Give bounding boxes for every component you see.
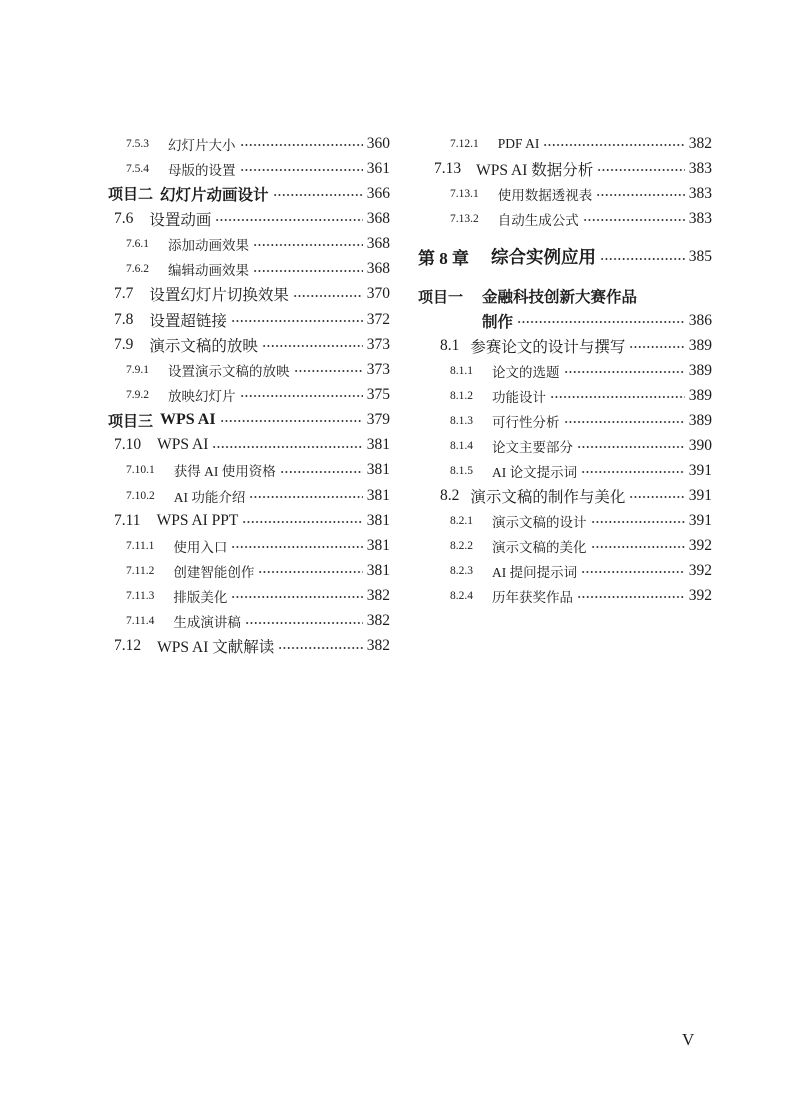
entry-number: 7.11.3 xyxy=(126,590,155,603)
entry-page-number: 382 xyxy=(366,587,390,605)
toc-entry-7-11-3 xyxy=(108,584,390,609)
leader-dots xyxy=(294,357,363,382)
toc-entry-7-5-3 xyxy=(108,131,390,156)
entry-page-number: 361 xyxy=(366,159,390,177)
leader-dots xyxy=(215,206,362,231)
entry-title: 可行性分析 xyxy=(492,415,560,431)
entry-title: AI 论文提示词 xyxy=(492,465,578,481)
toc-entry-7-13-1 xyxy=(418,181,712,206)
entry-title: 设置演示文稿的放映 xyxy=(168,363,290,379)
entry-title: 排版美化 xyxy=(173,590,228,606)
chapter-label: 第 8 章 xyxy=(418,249,469,269)
toc-entry-8-1-1 xyxy=(418,359,712,384)
leader-dots xyxy=(597,156,685,181)
entry-title: 幻灯片大小 xyxy=(168,137,236,153)
toc-entry-7-6-2 xyxy=(108,257,390,282)
entry-title: 设置超链接 xyxy=(149,312,227,330)
toc-project-3-heading xyxy=(108,408,390,433)
leader-dots xyxy=(245,609,363,634)
toc-entry-8-1 xyxy=(418,334,712,359)
entry-page-number: 392 xyxy=(688,587,712,605)
leader-dots xyxy=(596,181,685,206)
entry-page-number: 381 xyxy=(366,436,390,454)
entry-title: 演示文稿的制作与美化 xyxy=(470,489,626,507)
entry-page-number: 389 xyxy=(688,362,712,380)
entry-number: 7.9 xyxy=(114,335,134,353)
toc-column-right xyxy=(418,131,712,609)
entry-number: 7.10.1 xyxy=(126,464,155,477)
toc-entry-7-13 xyxy=(418,156,712,181)
entry-number: 7.13 xyxy=(434,159,462,177)
toc-chapter-8-heading xyxy=(418,232,712,282)
entry-page-number: 383 xyxy=(688,209,712,227)
entry-number: 7.9.2 xyxy=(126,388,149,401)
toc-entry-7-11 xyxy=(108,508,390,533)
entry-number: 7.11.2 xyxy=(126,564,155,577)
entry-title: 功能设计 xyxy=(492,390,546,406)
leader-dots xyxy=(600,232,685,282)
project-title: 幻灯片动画设计 xyxy=(160,185,269,204)
leader-dots xyxy=(577,584,685,609)
entry-number: 8.2.1 xyxy=(450,515,473,528)
entry-title: 编辑动画效果 xyxy=(168,263,249,279)
entry-title: WPS AI 数据分析 xyxy=(476,161,594,179)
entry-page-number: 370 xyxy=(366,285,390,303)
entry-page-number: 368 xyxy=(366,209,390,227)
entry-title: AI 功能介绍 xyxy=(173,489,246,505)
entry-number: 8.1.3 xyxy=(450,415,473,428)
toc-entry-7-9-2 xyxy=(108,382,390,407)
entry-title: 论文主要部分 xyxy=(492,440,573,456)
entry-page-number: 381 xyxy=(366,561,390,579)
leader-dots xyxy=(231,584,362,609)
toc-project-2-heading xyxy=(108,181,390,206)
leader-dots xyxy=(581,459,685,484)
toc-entry-7-9 xyxy=(108,332,390,357)
leader-dots xyxy=(543,131,684,156)
entry-page-number: 373 xyxy=(366,360,390,378)
entry-number: 8.2.4 xyxy=(450,590,473,603)
toc-column-left xyxy=(108,131,390,659)
toc-entry-8-2-1 xyxy=(418,509,712,534)
toc-entry-8-1-2 xyxy=(418,384,712,409)
entry-title: 创建智能创作 xyxy=(173,564,255,580)
leader-dots xyxy=(240,156,363,181)
entry-title: 添加动画效果 xyxy=(168,238,249,254)
leader-dots xyxy=(240,131,363,156)
entry-title: 自动生成公式 xyxy=(497,212,579,228)
leader-dots xyxy=(231,307,363,332)
toc-entry-7-10 xyxy=(108,433,390,458)
entry-number: 7.5.4 xyxy=(126,162,149,175)
project-label: 项目一 xyxy=(418,287,464,306)
entry-title: 生成演讲稿 xyxy=(173,615,241,631)
leader-dots xyxy=(240,382,363,407)
entry-page-number: 373 xyxy=(366,335,390,353)
entry-page-number: 392 xyxy=(688,562,712,580)
leader-dots xyxy=(564,359,685,384)
toc-entry-8-1-3 xyxy=(418,409,712,434)
leader-dots xyxy=(581,559,685,584)
entry-number: 7.13.1 xyxy=(450,187,479,200)
entry-page-number: 392 xyxy=(688,537,712,555)
entry-title: 母版的设置 xyxy=(168,162,236,178)
toc-entry-7-13-2 xyxy=(418,206,712,231)
entry-title: 设置动画 xyxy=(149,211,212,229)
entry-number: 7.10.2 xyxy=(126,489,155,502)
toc-entry-7-6 xyxy=(108,206,390,231)
toc-entry-7-9-1 xyxy=(108,357,390,382)
entry-title: 历年获奖作品 xyxy=(492,590,573,606)
leader-dots xyxy=(629,334,684,359)
entry-number: 7.6.1 xyxy=(126,238,149,251)
toc-entry-8-2-2 xyxy=(418,534,712,559)
toc-project-1-heading-continued xyxy=(418,309,712,334)
leader-dots xyxy=(249,483,362,508)
toc-entry-7-10-2 xyxy=(108,483,390,508)
entry-page-number: 375 xyxy=(366,385,390,403)
entry-page-number: 389 xyxy=(688,337,712,355)
entry-number: 7.13.2 xyxy=(450,212,479,225)
leader-dots xyxy=(550,384,685,409)
entry-number: 8.1.5 xyxy=(450,465,473,478)
entry-page-number: 381 xyxy=(366,486,390,504)
leader-dots xyxy=(253,232,363,257)
entry-number: 7.6.2 xyxy=(126,263,149,276)
toc-entry-8-1-4 xyxy=(418,434,712,459)
leader-dots xyxy=(212,433,362,458)
entry-title: 演示文稿的设计 xyxy=(492,515,587,531)
leader-dots xyxy=(629,484,684,509)
toc-entry-7-12-1 xyxy=(418,131,712,156)
entry-number: 7.9.1 xyxy=(126,363,149,376)
leader-dots xyxy=(564,409,685,434)
entry-number: 7.12.1 xyxy=(450,137,479,150)
entry-title: 放映幻灯片 xyxy=(168,388,236,404)
entry-number: 7.6 xyxy=(114,209,134,227)
toc-entry-8-2 xyxy=(418,484,712,509)
entry-number: 7.11.1 xyxy=(126,539,155,552)
entry-page-number: 381 xyxy=(366,536,390,554)
leader-dots xyxy=(231,533,362,558)
entry-title: WPS AI 文献解读 xyxy=(157,639,275,657)
entry-page-number: 385 xyxy=(688,247,712,265)
toc-entry-7-10-1 xyxy=(108,458,390,483)
entry-title: 使用入口 xyxy=(173,539,228,555)
entry-number: 7.7 xyxy=(114,285,134,303)
project-label: 项目三 xyxy=(108,411,154,430)
toc-entry-7-6-1 xyxy=(108,232,390,257)
leader-dots xyxy=(262,332,363,357)
entry-title: PDF AI xyxy=(497,135,540,151)
project-title-continued: 制作 xyxy=(482,313,514,332)
entry-title: 论文的选题 xyxy=(492,365,560,381)
entry-title: 使用数据透视表 xyxy=(497,187,593,203)
toc-entry-7-7 xyxy=(108,282,390,307)
page-folio: V xyxy=(682,1030,695,1049)
entry-title: AI 提问提示词 xyxy=(492,565,578,581)
leader-dots xyxy=(258,558,362,583)
entry-page-number: 381 xyxy=(366,461,390,479)
entry-title: WPS AI PPT xyxy=(156,511,239,529)
entry-page-number: 381 xyxy=(366,511,390,529)
project-title: WPS AI xyxy=(160,411,216,429)
entry-number: 7.5.3 xyxy=(126,137,149,150)
chapter-title: 综合实例应用 xyxy=(491,247,596,268)
leader-dots xyxy=(220,408,363,433)
entry-page-number: 366 xyxy=(366,184,390,202)
leader-dots xyxy=(273,181,363,206)
toc-project-1-heading xyxy=(418,284,712,309)
entry-page-number: 391 xyxy=(688,487,712,505)
toc-entry-7-11-1 xyxy=(108,533,390,558)
toc-entry-7-12 xyxy=(108,634,390,659)
entry-number: 8.1 xyxy=(440,337,460,355)
entry-page-number: 360 xyxy=(366,134,390,152)
entry-page-number: 382 xyxy=(366,637,390,655)
entry-page-number: 383 xyxy=(688,184,712,202)
entry-page-number: 382 xyxy=(366,612,390,630)
entry-number: 7.8 xyxy=(114,310,134,328)
project-title: 金融科技创新大赛作品 xyxy=(482,288,638,307)
entry-number: 7.11 xyxy=(114,511,141,529)
leader-dots xyxy=(577,434,685,459)
leader-dots xyxy=(242,508,362,533)
entry-page-number: 379 xyxy=(366,411,390,429)
entry-number: 8.2.3 xyxy=(450,565,473,578)
entry-page-number: 382 xyxy=(688,134,712,152)
entry-title: WPS AI xyxy=(157,436,209,454)
entry-number: 8.1.1 xyxy=(450,365,473,378)
entry-page-number: 368 xyxy=(366,235,390,253)
entry-number: 7.10 xyxy=(114,436,142,454)
entry-number: 7.11.4 xyxy=(126,615,155,628)
entry-page-number: 386 xyxy=(688,312,712,330)
leader-dots xyxy=(278,634,363,659)
toc-project-1-group xyxy=(418,284,712,609)
toc-entry-8-2-4 xyxy=(418,584,712,609)
entry-page-number: 389 xyxy=(688,387,712,405)
entry-title: 参赛论文的设计与撰写 xyxy=(470,339,626,357)
leader-dots xyxy=(253,257,363,282)
entry-title: 设置幻灯片切换效果 xyxy=(149,287,289,305)
entry-number: 8.2 xyxy=(440,487,460,505)
entry-page-number: 372 xyxy=(366,310,390,328)
entry-page-number: 368 xyxy=(366,260,390,278)
toc-entry-7-11-2 xyxy=(108,558,390,583)
entry-number: 8.2.2 xyxy=(450,540,473,553)
entry-page-number: 383 xyxy=(688,159,712,177)
leader-dots xyxy=(517,309,685,334)
leader-dots xyxy=(591,509,685,534)
entry-page-number: 391 xyxy=(688,462,712,480)
leader-dots xyxy=(591,534,685,559)
entry-number: 8.1.2 xyxy=(450,390,473,403)
toc-entry-8-2-3 xyxy=(418,559,712,584)
entry-title: 演示文稿的放映 xyxy=(149,337,258,355)
toc-entry-7-5-4 xyxy=(108,156,390,181)
toc-entry-7-8 xyxy=(108,307,390,332)
entry-page-number: 389 xyxy=(688,412,712,430)
entry-number: 8.1.4 xyxy=(450,440,473,453)
toc-entry-7-11-4 xyxy=(108,609,390,634)
leader-dots xyxy=(583,206,685,231)
leader-dots xyxy=(293,282,363,307)
leader-dots xyxy=(280,458,363,483)
entry-number: 7.12 xyxy=(114,637,142,655)
entry-page-number: 391 xyxy=(688,512,712,530)
entry-page-number: 390 xyxy=(688,437,712,455)
entry-title: 获得 AI 使用资格 xyxy=(173,464,276,480)
entry-title: 演示文稿的美化 xyxy=(492,540,587,556)
project-label: 项目二 xyxy=(108,185,154,204)
toc-entry-8-1-5 xyxy=(418,459,712,484)
